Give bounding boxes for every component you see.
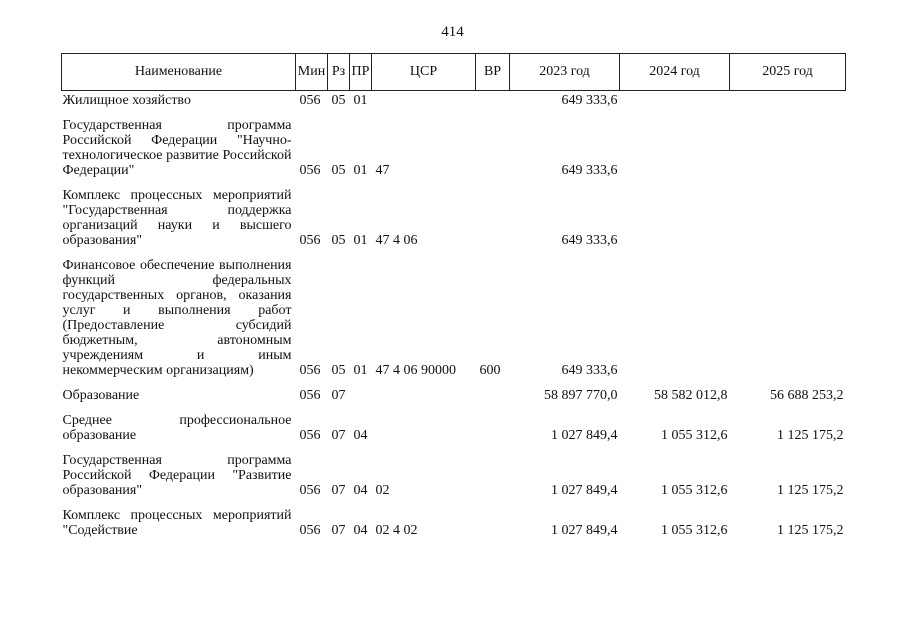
row-2024: 58 582 012,8 (654, 388, 728, 403)
row-csr: 47 (375, 163, 390, 178)
row-rz: 07 (331, 388, 346, 403)
row-csr: 02 (375, 483, 390, 498)
row-csr: 47 4 06 90000 (375, 363, 456, 378)
row-2024 (620, 188, 730, 248)
row-vr (476, 508, 510, 538)
table-row (62, 413, 846, 443)
row-pr: 01 (353, 233, 368, 248)
row-csr: 02 4 02 (375, 523, 418, 538)
row-vr (476, 93, 510, 108)
row-csr (372, 93, 476, 108)
row-2024 (620, 118, 730, 178)
row-2024: 1 055 312,6 (661, 483, 728, 498)
row-min: 056 (299, 233, 321, 248)
row-2024: 1 055 312,6 (661, 523, 728, 538)
row-min: 056 (299, 523, 321, 538)
row-2023: 649 333,6 (561, 363, 618, 378)
row-name: Образование (62, 388, 140, 403)
row-2025 (730, 258, 846, 378)
row-2024 (620, 93, 730, 108)
header-name: Наименование (62, 54, 296, 91)
row-name: Государственная программа Российской Федерации "Развитие образования" (62, 453, 292, 498)
row-2025: 1 125 175,2 (777, 428, 844, 443)
row-2025: 56 688 253,2 (770, 388, 844, 403)
table-row (62, 188, 846, 248)
row-name: Финансовое обеспечение выполнения функций федеральных государственных органов, оказания услуг и выполнения работ (Предоставление субсидий бюджетным, автономным учреждениям и иным некоммерческим организациям) (62, 258, 292, 378)
row-min: 056 (299, 483, 321, 498)
row-rz: 07 (331, 523, 346, 538)
header-pr: ПР (350, 54, 372, 91)
budget-table (61, 53, 846, 538)
row-pr: 01 (353, 93, 368, 108)
header-csr: ЦСР (372, 54, 476, 91)
row-pr (350, 388, 372, 403)
row-name: Жилищное хозяйство (62, 93, 191, 108)
row-2025: 1 125 175,2 (777, 523, 844, 538)
row-pr: 04 (353, 523, 368, 538)
row-2024 (620, 258, 730, 378)
row-2023: 1 027 849,4 (551, 523, 618, 538)
row-rz: 05 (331, 163, 346, 178)
row-min: 056 (299, 363, 321, 378)
row-rz: 07 (331, 483, 346, 498)
row-min: 056 (299, 428, 321, 443)
row-min: 056 (299, 93, 321, 108)
row-vr (476, 118, 510, 178)
header-rz: Рз (328, 54, 350, 91)
table-row (62, 388, 846, 403)
row-min: 056 (299, 388, 321, 403)
row-pr: 04 (353, 483, 368, 498)
row-2025: 1 125 175,2 (777, 483, 844, 498)
row-rz: 05 (331, 363, 346, 378)
table-row (62, 508, 846, 538)
row-name: Среднее профессиональное образование (62, 413, 292, 443)
row-rz: 05 (331, 93, 346, 108)
row-rz: 05 (331, 233, 346, 248)
row-pr: 04 (353, 428, 368, 443)
row-name: Комплекс процессных мероприятий "Государственная поддержка организаций науки и высшего образования" (62, 188, 292, 248)
row-2024: 1 055 312,6 (661, 428, 728, 443)
row-vr (476, 453, 510, 498)
row-pr: 01 (353, 163, 368, 178)
table-row (62, 258, 846, 378)
row-2023: 649 333,6 (561, 233, 618, 248)
header-2025: 2025 год (730, 54, 846, 91)
table-row (62, 93, 846, 108)
row-vr (476, 388, 510, 403)
row-min: 056 (299, 163, 321, 178)
page-number: 414 (441, 24, 464, 40)
row-2023: 58 897 770,0 (544, 388, 618, 403)
row-2025 (730, 188, 846, 248)
row-csr: 47 4 06 (375, 233, 418, 248)
row-rz: 07 (331, 428, 346, 443)
header-2023: 2023 год (510, 54, 620, 91)
header-2024: 2024 год (620, 54, 730, 91)
row-vr (476, 188, 510, 248)
row-name: Комплекс процессных мероприятий "Содействие (62, 508, 292, 538)
row-name: Государственная программа Российской Федерации "Научно-технологическое развитие Российской Федерации" (62, 118, 292, 178)
row-2023: 649 333,6 (561, 163, 618, 178)
row-vr: 600 (479, 363, 501, 378)
table-row (62, 118, 846, 178)
table-header (62, 54, 846, 91)
row-csr (372, 388, 476, 403)
header-vr: ВР (476, 54, 510, 91)
row-2025 (730, 118, 846, 178)
header-min: Мин (296, 54, 328, 91)
row-pr: 01 (353, 363, 368, 378)
row-2023: 1 027 849,4 (551, 483, 618, 498)
row-csr (372, 413, 476, 443)
row-2025 (730, 93, 846, 108)
table-row (62, 453, 846, 498)
row-vr (476, 413, 510, 443)
table-body (62, 91, 846, 539)
row-2023: 649 333,6 (561, 93, 618, 108)
row-2023: 1 027 849,4 (551, 428, 618, 443)
